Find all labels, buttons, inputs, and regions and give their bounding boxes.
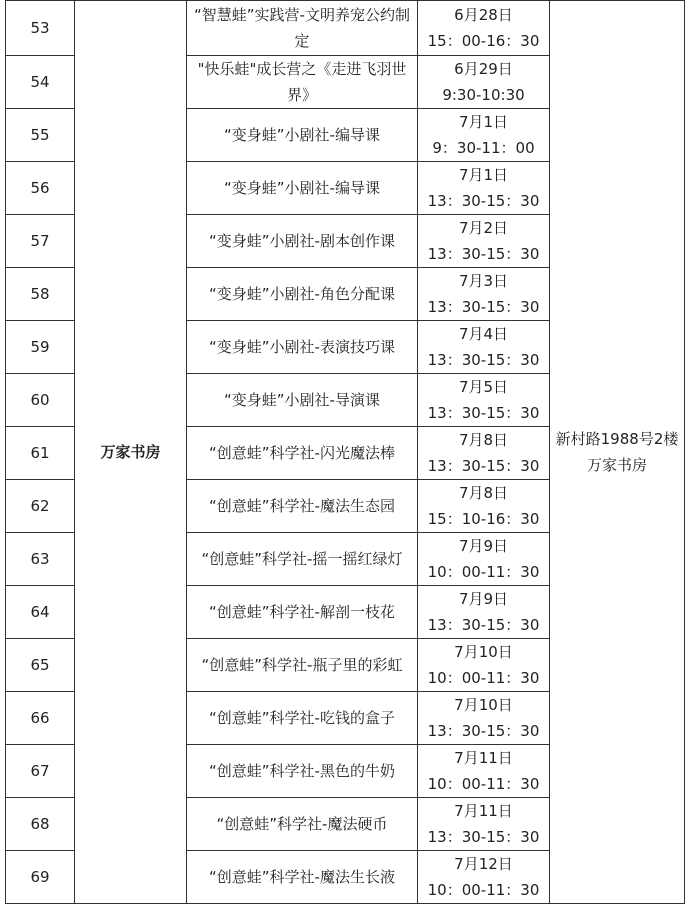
datetime-cell	[418, 268, 550, 321]
date-text: 7月8日	[458, 484, 509, 502]
activity-cell: “创意蛙”科学社-解剖一枝花	[187, 586, 418, 639]
datetime-cell	[418, 692, 550, 745]
datetime-cell	[418, 745, 550, 798]
venue-cell: 万家书房	[75, 1, 187, 904]
activity-cell: “变身蛙”小剧社-角色分配课	[187, 268, 418, 321]
activity-cell: “智慧蛙”实践营-文明养宠公约制定	[187, 1, 418, 56]
time-text: 10：00-11：30	[427, 563, 540, 581]
time-text: 9：30-11：00	[432, 139, 535, 157]
datetime-cell	[418, 533, 550, 586]
row-number: 61	[6, 427, 75, 480]
row-number: 69	[6, 851, 75, 904]
row-number: 60	[6, 374, 75, 427]
datetime-cell	[418, 1, 550, 56]
row-number: 65	[6, 639, 75, 692]
time-text: 13：30-15：30	[427, 616, 540, 634]
datetime-cell	[418, 109, 550, 162]
date-text: 7月3日	[458, 272, 509, 290]
datetime-cell	[418, 586, 550, 639]
row-number: 62	[6, 480, 75, 533]
time-text: 10：00-11：30	[427, 881, 540, 899]
date-text: 7月5日	[458, 378, 509, 396]
row-number: 58	[6, 268, 75, 321]
row-number: 67	[6, 745, 75, 798]
row-number: 64	[6, 586, 75, 639]
time-text: 13：30-15：30	[427, 245, 540, 263]
activity-cell: “创意蛙”科学社-闪光魔法棒	[187, 427, 418, 480]
date-text: 7月10日	[454, 696, 513, 714]
row-number: 68	[6, 798, 75, 851]
time-text: 9:30-10:30	[442, 86, 525, 104]
date-text: 7月2日	[458, 219, 509, 237]
activity-cell: “创意蛙”科学社-魔法生长液	[187, 851, 418, 904]
datetime-cell	[418, 162, 550, 215]
time-text: 13：30-15：30	[427, 722, 540, 740]
datetime-cell	[418, 480, 550, 533]
activity-cell: “创意蛙”科学社-吃钱的盒子	[187, 692, 418, 745]
activity-cell: “创意蛙”科学社-摇一摇红绿灯	[187, 533, 418, 586]
row-number: 54	[6, 56, 75, 109]
date-text: 7月11日	[454, 749, 513, 767]
time-text: 13：30-15：30	[427, 192, 540, 210]
datetime-cell	[418, 374, 550, 427]
activity-cell: "快乐蛙"成长营之《走进飞羽世界》	[187, 56, 418, 109]
datetime-cell	[418, 321, 550, 374]
activity-cell: “创意蛙”科学社-魔法硬币	[187, 798, 418, 851]
time-text: 10：00-11：30	[427, 775, 540, 793]
activity-cell: “变身蛙”小剧社-编导课	[187, 162, 418, 215]
row-number: 59	[6, 321, 75, 374]
activity-cell: “变身蛙”小剧社-剧本创作课	[187, 215, 418, 268]
date-text: 7月12日	[454, 855, 513, 873]
datetime-cell	[418, 798, 550, 851]
activity-cell: “变身蛙”小剧社-表演技巧课	[187, 321, 418, 374]
activity-cell: “创意蛙”科学社-瓶子里的彩虹	[187, 639, 418, 692]
date-text: 7月9日	[458, 537, 509, 555]
date-text: 7月8日	[458, 431, 509, 449]
schedule-table	[5, 0, 685, 904]
row-number: 55	[6, 109, 75, 162]
row-number: 63	[6, 533, 75, 586]
date-text: 7月11日	[454, 802, 513, 820]
datetime-cell	[418, 427, 550, 480]
activity-cell: “创意蛙”科学社-黑色的牛奶	[187, 745, 418, 798]
time-text: 10：00-11：30	[427, 669, 540, 687]
schedule-body	[6, 1, 685, 904]
datetime-cell	[418, 851, 550, 904]
time-text: 15：10-16：30	[427, 510, 540, 528]
row-number: 66	[6, 692, 75, 745]
time-text: 13：30-15：30	[427, 457, 540, 475]
date-text: 6月28日	[454, 6, 513, 24]
row-number: 57	[6, 215, 75, 268]
time-text: 13：30-15：30	[427, 351, 540, 369]
time-text: 13：30-15：30	[427, 404, 540, 422]
activity-cell: “变身蛙”小剧社-导演课	[187, 374, 418, 427]
row-number: 56	[6, 162, 75, 215]
datetime-cell	[418, 639, 550, 692]
activity-cell: “变身蛙”小剧社-编导课	[187, 109, 418, 162]
time-text: 13：30-15：30	[427, 828, 540, 846]
address-cell: 新村路1988号2楼万家书房	[550, 1, 685, 904]
time-text: 15：00-16：30	[427, 32, 540, 50]
datetime-cell	[418, 215, 550, 268]
date-text: 7月9日	[458, 590, 509, 608]
activity-cell: “创意蛙”科学社-魔法生态园	[187, 480, 418, 533]
date-text: 7月1日	[458, 166, 509, 184]
date-text: 6月29日	[454, 60, 513, 78]
date-text: 7月4日	[458, 325, 509, 343]
date-text: 7月10日	[454, 643, 513, 661]
row-number: 53	[6, 1, 75, 56]
table-row	[6, 1, 685, 56]
date-text: 7月1日	[458, 113, 509, 131]
datetime-cell	[418, 56, 550, 109]
time-text: 13：30-15：30	[427, 298, 540, 316]
